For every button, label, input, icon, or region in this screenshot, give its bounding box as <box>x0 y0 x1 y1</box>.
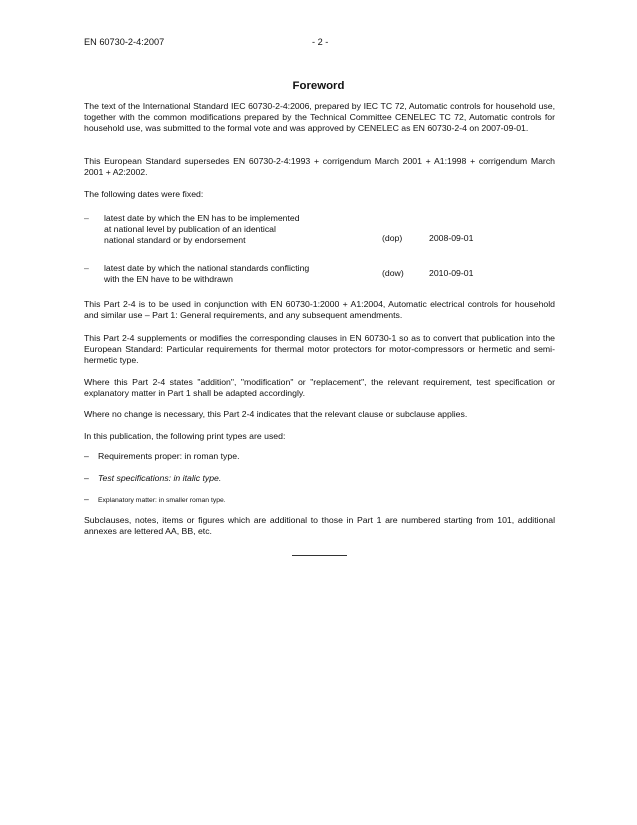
date-item-date: 2008-09-01 <box>429 233 474 243</box>
date-item-dash: – <box>84 213 89 223</box>
date-item-line: latest date by which the EN has to be implemented <box>104 213 300 223</box>
date-item-line: at national level by publication of an identical <box>104 224 276 234</box>
list-dash: – <box>84 473 89 483</box>
supersedes-paragraph: This European Standard supersedes EN 60730-2-4:1993 + corrigendum March 2001 + A1:1998 + corrigendum March 2001 + A2:2002. <box>84 156 555 177</box>
subclauses-paragraph: Subclauses, notes, items or figures which are additional to those in Part 1 are numbered starting from 101, additional annexes are lettered AA, BB, etc. <box>84 515 555 536</box>
where-states-paragraph: Where this Part 2-4 states "addition", "modification" or "replacement", the relevant requirement, test specification or explanatory matter in Part 1 shall be adapted accordingly. <box>84 377 555 398</box>
date-item-description <box>104 263 344 285</box>
supplements-paragraph: This Part 2-4 supplements or modifies the corresponding clauses in EN 60730-1 so as to convert that publication into the European Standard: Particular requirements for thermal motor protectors for motor-compressors or hermetic and semi-hermetic type. <box>84 333 555 365</box>
list-item-text: Explanatory matter: in smaller roman type. <box>98 497 226 504</box>
part-use-paragraph: This Part 2-4 is to be used in conjunction with EN 60730-1:2000 + A1:2004, Automatic electrical controls for household and similar use – Part 1: General requirements, and any subsequent amendments. <box>84 299 555 320</box>
print-type-small <box>84 494 226 504</box>
foreword-intro-paragraph: The text of the International Standard IEC 60730-2-4:2006, prepared by IEC TC 72, Automatic controls for household use, together with the common modifications prepared by the Technical Committee CENELEC TC 72, Automatic controls for household use, was submitted to the formal vote and was approved by CENELEC as EN 60730-2-4 on 2007-09-01. <box>84 101 555 133</box>
dates-intro-paragraph: The following dates were fixed: <box>84 189 204 199</box>
date-item-line: latest date by which the national standards conflicting <box>104 263 310 273</box>
date-item-date: 2010-09-01 <box>429 268 474 278</box>
date-item-description <box>104 213 344 246</box>
page-number: - 2 - <box>312 37 329 47</box>
list-item-text: Requirements proper: in roman type. <box>98 451 240 461</box>
date-item-code: (dop) <box>382 233 403 243</box>
no-change-paragraph: Where no change is necessary, this Part 2-4 indicates that the relevant clause or subclause applies. <box>84 409 468 419</box>
date-item-line: national standard or by endorsement <box>104 235 246 245</box>
list-item-text: Test specifications: in italic type. <box>98 473 222 483</box>
list-dash: – <box>84 451 89 461</box>
document-id: EN 60730-2-4:2007 <box>84 37 165 47</box>
print-type-italic <box>84 473 221 483</box>
page-title: Foreword <box>292 80 345 92</box>
date-item-code: (dow) <box>382 268 404 278</box>
print-type-roman <box>84 451 239 461</box>
end-rule <box>292 555 347 556</box>
date-item-line: with the EN have to be withdrawn <box>104 274 233 284</box>
print-types-intro-paragraph: In this publication, the following print types are used: <box>84 431 286 441</box>
list-dash: – <box>84 494 89 504</box>
date-item-dash: – <box>84 263 89 273</box>
